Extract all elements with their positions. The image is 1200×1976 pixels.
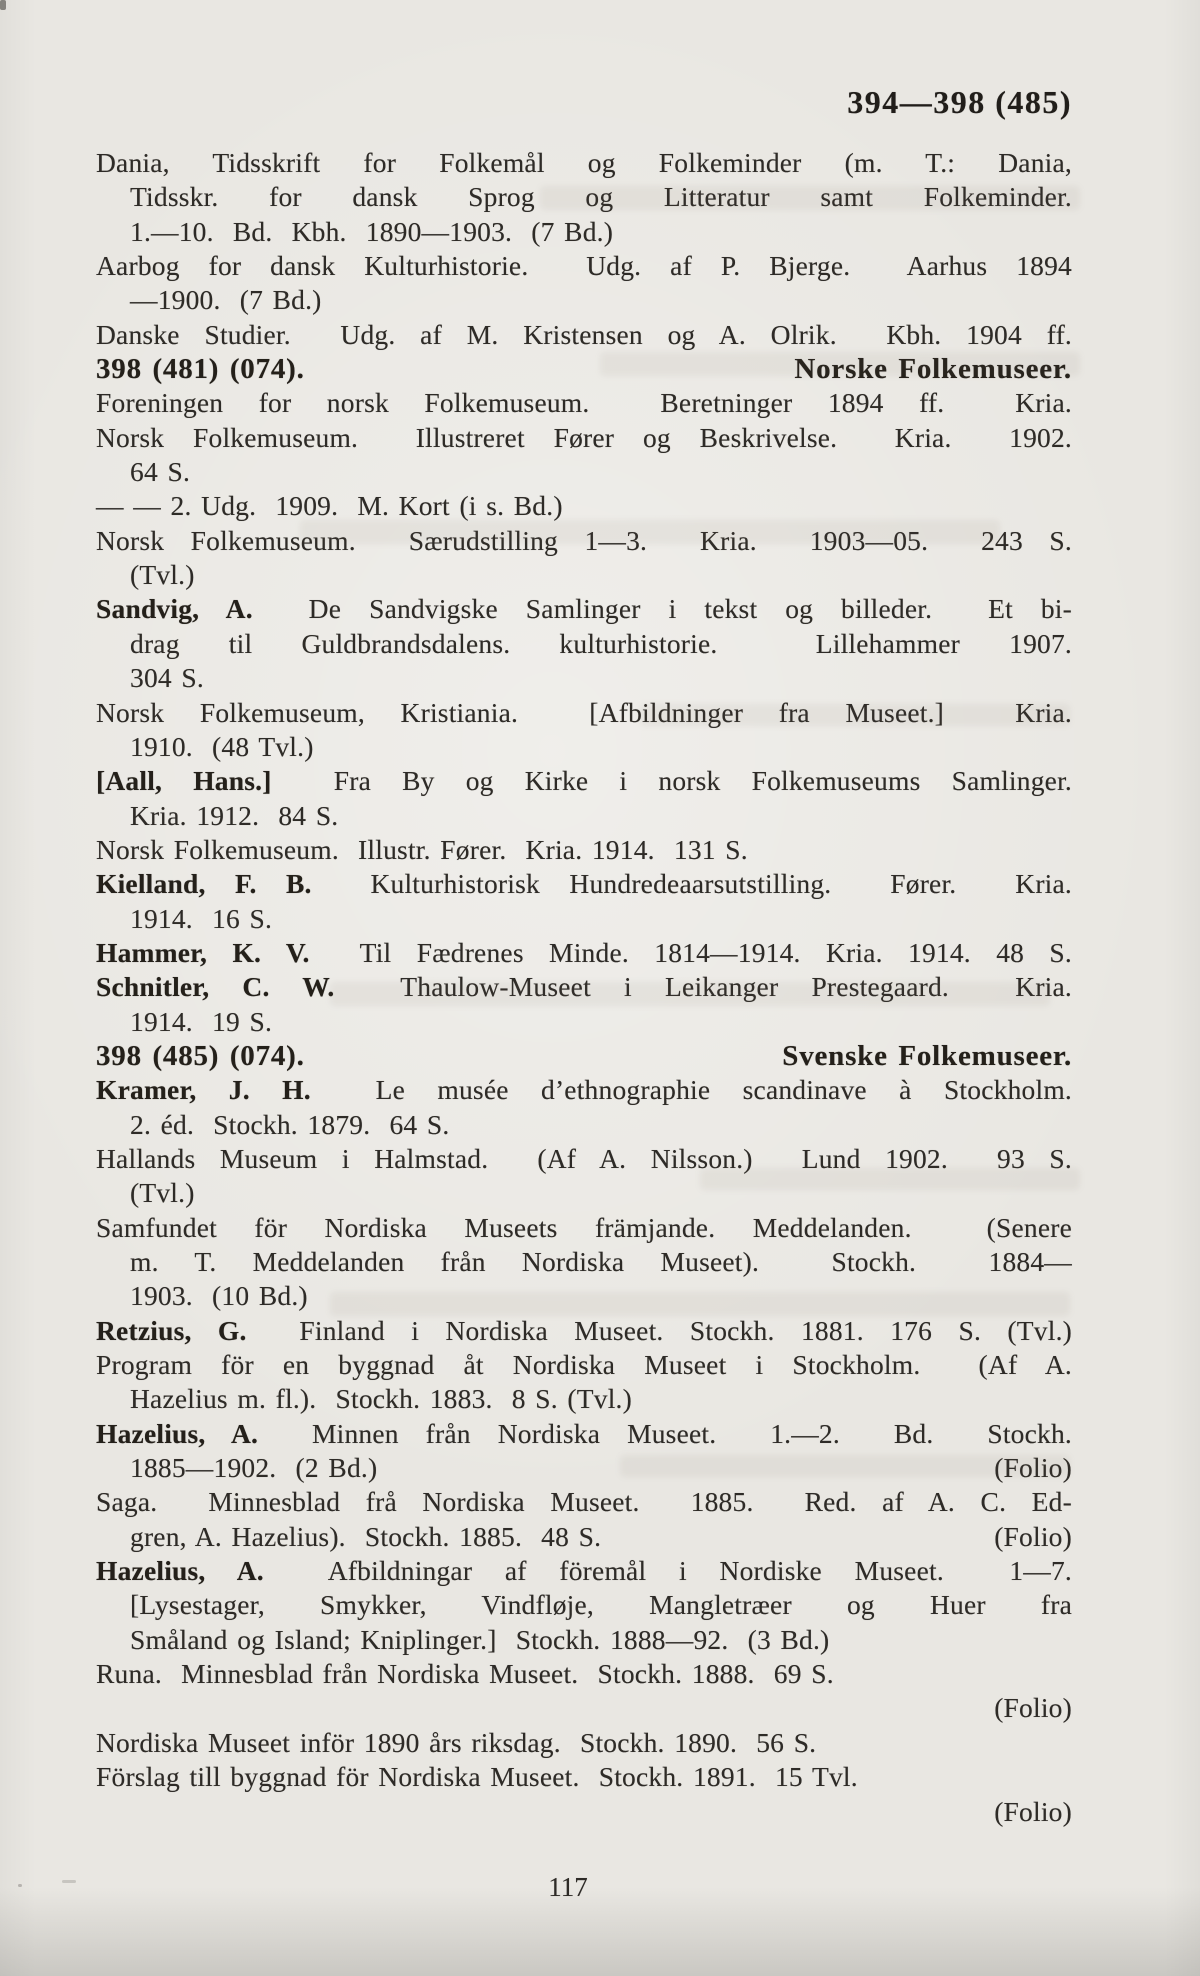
entry-text bbox=[130, 1006, 272, 1037]
entry-text bbox=[130, 800, 338, 831]
entry-line bbox=[96, 455, 1072, 489]
folio-format-note: (Folio) bbox=[994, 1795, 1072, 1827]
entry-text: De Sandvigske Samlinger i tekst og billeder. Et bi- bbox=[252, 593, 1072, 625]
entry-text bbox=[96, 387, 1072, 418]
entry-text: —1900. (7 Bd.) bbox=[130, 284, 322, 316]
folio-format-note: (Folio) bbox=[994, 1452, 1072, 1484]
entry-text bbox=[130, 284, 322, 315]
entry-line bbox=[96, 1657, 1072, 1691]
entry-text: Foreningen for norsk Folkemuseum. Beretninger 1894 ff. Kria. bbox=[96, 387, 1072, 419]
entry-text bbox=[96, 1039, 305, 1073]
author-name: Schnitler, C. W. bbox=[96, 971, 335, 1003]
entry-line bbox=[96, 386, 1072, 420]
folio-format-note: (Folio) bbox=[994, 1692, 1072, 1724]
entry-text bbox=[130, 1109, 450, 1140]
entry-text bbox=[130, 628, 1072, 659]
entry-text bbox=[96, 1555, 1072, 1586]
entry-text bbox=[130, 731, 314, 762]
entry-text: 1903. (10 Bd.) bbox=[130, 1280, 308, 1312]
entry-text bbox=[96, 1761, 858, 1792]
author-name: Hammer, K. V. bbox=[96, 936, 310, 968]
author-name: [Aall, Hans.] bbox=[96, 765, 272, 797]
entry-line bbox=[96, 318, 1072, 352]
entry-line bbox=[96, 1348, 1072, 1382]
author-name: Kielland, F. B. bbox=[96, 868, 312, 900]
entry-line bbox=[96, 558, 1072, 592]
entry-text bbox=[130, 456, 190, 487]
entry-line bbox=[96, 1417, 1072, 1451]
entry-line bbox=[96, 1726, 1072, 1760]
author-name: Retzius, G. bbox=[96, 1314, 247, 1346]
entry-text bbox=[96, 1315, 1072, 1346]
entry-text: Saga. Minnesblad frå Nordiska Museet. 1885. Red. af A. C. Ed- bbox=[96, 1486, 1072, 1518]
author-name: Hazelius, A. bbox=[96, 1417, 259, 1449]
entry-text: Kria. 1912. 84 S. bbox=[130, 799, 339, 831]
paper-speck bbox=[0, 0, 6, 10]
entry-text: Minnen från Nordiska Museet. 1.—2. Bd. Stockh. bbox=[258, 1417, 1072, 1449]
entry-text: Samfundet för Nordiska Museets främjande. Meddelanden. (Senere bbox=[96, 1211, 1072, 1243]
entry-text bbox=[96, 422, 1072, 453]
entry-line bbox=[96, 730, 1072, 764]
entry-line bbox=[96, 902, 1072, 936]
author-name: Kramer, J. H. bbox=[96, 1074, 311, 1106]
entry-text: Afbildningar af föremål i Nordiske Museet. 1—7. bbox=[263, 1555, 1072, 1587]
entry-text: Nordiska Museet inför 1890 års riksdag. Stockh. 1890. 56 S. bbox=[96, 1726, 817, 1758]
entry-text: Til Fædrenes Minde. 1814—1914. Kria. 1914. 48 S. bbox=[309, 936, 1072, 968]
entry-text bbox=[96, 1486, 1072, 1517]
entry-text bbox=[96, 868, 1072, 899]
paper-smudge bbox=[540, 186, 1080, 210]
entry-line bbox=[96, 799, 1072, 833]
entry-line bbox=[96, 1314, 1072, 1348]
section-title: Svenske Folkemuseer. bbox=[782, 1039, 1072, 1072]
entry-text: drag til Guldbrandsdalens. kulturhistorie. Lillehammer 1907. bbox=[130, 627, 1072, 659]
paper-smudge bbox=[640, 704, 1070, 726]
entry-text: Fra By og Kirke i norsk Folkemuseums Samlinger. bbox=[271, 765, 1072, 797]
entry-text: Thaulow-Museet i Leikanger Prestegaard. Kria. bbox=[334, 971, 1073, 1003]
entry-line bbox=[96, 146, 1072, 180]
entry-text: gren, A. Hazelius). Stockh. 1885. 48 S. bbox=[130, 1520, 602, 1552]
entry-line bbox=[96, 1760, 1072, 1794]
entry-line bbox=[96, 627, 1072, 661]
entry-text bbox=[96, 1418, 1072, 1449]
entry-line bbox=[96, 1588, 1072, 1622]
page-number: 117 bbox=[548, 1872, 588, 1902]
entry-text bbox=[96, 834, 748, 865]
entry-line bbox=[96, 1108, 1072, 1142]
entry-text bbox=[96, 1727, 816, 1758]
entry-line bbox=[96, 215, 1072, 249]
paper-smudge bbox=[700, 1168, 1080, 1190]
entry-text: [Lysestager, Smykker, Vindfløje, Mangletræer og Huer fra bbox=[130, 1589, 1072, 1621]
entry-text bbox=[96, 352, 305, 386]
paper-smudge bbox=[330, 1292, 1070, 1316]
entry-line bbox=[96, 489, 1072, 523]
entry-line bbox=[96, 1691, 1072, 1725]
entry-text: Hazelius m. fl.). Stockh. 1883. 8 S. (Tvl.) bbox=[130, 1383, 632, 1415]
entry-text bbox=[130, 1246, 1072, 1277]
entry-text: Dania, Tidsskrift for Folkemål og Folkeminder (m. T.: Dania, bbox=[96, 147, 1072, 178]
entry-line bbox=[96, 936, 1072, 970]
entry-text: 1.—10. Bd. Kbh. 1890—1903. (7 Bd.) bbox=[130, 215, 614, 247]
entry-line bbox=[96, 1554, 1072, 1588]
entry-text: 1914. 19 S. bbox=[130, 1005, 273, 1037]
paper-speck bbox=[62, 1880, 76, 1883]
entry-text: Le musée d’ethnographie scandinave à Stockholm. bbox=[310, 1074, 1072, 1106]
entry-text bbox=[96, 765, 1072, 796]
entry-line bbox=[96, 1795, 1072, 1829]
paper-smudge bbox=[600, 352, 1080, 376]
entry-line bbox=[96, 1005, 1072, 1039]
entry-text: Norsk Folkemuseum. Illustr. Fører. Kria. 1914. 131 S. bbox=[96, 833, 748, 865]
entry-line bbox=[96, 1485, 1072, 1519]
author-name: Hazelius, A. bbox=[96, 1555, 264, 1587]
author-name: 398 (481) (074). bbox=[96, 353, 305, 386]
entry-line bbox=[96, 1520, 1072, 1554]
entry-line bbox=[96, 661, 1072, 695]
entry-text bbox=[130, 216, 613, 247]
entry-text: 1914. 16 S. bbox=[130, 902, 273, 934]
entry-text bbox=[96, 319, 1072, 350]
entry-text bbox=[130, 1177, 195, 1208]
author-name: Sandvig, A. bbox=[96, 593, 253, 625]
entry-line bbox=[96, 1211, 1072, 1245]
entry-text bbox=[96, 593, 1072, 624]
section-heading-line bbox=[96, 1039, 1072, 1073]
entry-line bbox=[96, 1073, 1072, 1107]
entry-text bbox=[130, 662, 204, 693]
paper-smudge bbox=[300, 520, 1000, 544]
entry-text: Program för en byggnad åt Nordiska Museet i Stockholm. (Af A. bbox=[96, 1349, 1072, 1381]
entry-text bbox=[130, 1589, 1072, 1620]
entry-line bbox=[96, 867, 1072, 901]
entry-text: 304 S. bbox=[130, 662, 204, 694]
entry-text: — — 2. Udg. 1909. M. Kort (i s. Bd.) bbox=[96, 490, 563, 522]
entry-text: Finland i Nordiska Museet. Stockh. 1881. 176 S. (Tvl.) bbox=[246, 1314, 1072, 1346]
author-name: 398 (485) (074). bbox=[96, 1039, 305, 1072]
entry-text: 64 S. bbox=[130, 456, 191, 488]
entry-text: Norsk Folkemuseum. Særudstilling 1—3. Kria. 1903—05. 243 S. bbox=[96, 524, 1072, 556]
entry-text: Småland og Island; Kniplinger.] Stockh. 1888—92. (3 Bd.) bbox=[130, 1623, 830, 1655]
folio-format-note: (Folio) bbox=[994, 1520, 1072, 1552]
paper-smudge bbox=[330, 982, 1050, 1006]
entry-line bbox=[96, 249, 1072, 283]
entry-text bbox=[130, 1383, 632, 1414]
entry-line bbox=[96, 421, 1072, 455]
entry-text bbox=[130, 1520, 601, 1554]
entry-line bbox=[96, 283, 1072, 317]
entry-text: m. T. Meddelanden från Nordiska Museet). Stockh. 1884— bbox=[130, 1246, 1072, 1277]
entry-text bbox=[96, 490, 563, 521]
entry-text bbox=[130, 559, 195, 590]
entry-text bbox=[130, 1451, 377, 1485]
entry-text: 1885—1902. (2 Bd.) bbox=[130, 1452, 378, 1484]
page-header-range: 394—398 (485) bbox=[847, 84, 1072, 120]
entry-text bbox=[96, 147, 1072, 178]
entry-text: Aarbog for dansk Kulturhistorie. Udg. af P. Bjerge. Aarhus 1894 bbox=[96, 250, 1072, 282]
entry-text bbox=[96, 250, 1072, 281]
entry-text: Kulturhistorisk Hundredeaarsutstilling. Fører. Kria. bbox=[311, 868, 1072, 900]
section-title: Norske Folkemuseer. bbox=[794, 353, 1072, 386]
entry-text bbox=[130, 1624, 829, 1655]
entry-text: (Tvl.) bbox=[130, 1177, 195, 1209]
entry-line bbox=[96, 833, 1072, 867]
entry-text: Danske Studier. Udg. af M. Kristensen og A. Olrik. Kbh. 1904 ff. bbox=[96, 318, 1072, 350]
entry-text: Förslag till byggnad för Nordiska Museet. Stockh. 1891. 15 Tvl. bbox=[96, 1761, 858, 1793]
entry-text: Hallands Museum i Halmstad. (Af A. Nilsson.) Lund 1902. 93 S. bbox=[96, 1142, 1072, 1174]
entry-text: Runa. Minnesblad från Nordiska Museet. Stockh. 1888. 69 S. bbox=[96, 1658, 834, 1690]
entry-text bbox=[96, 937, 1072, 968]
entry-text: Tidsskr. for dansk Sprog og Litteratur samt Folkeminder. bbox=[130, 181, 1072, 213]
entry-text bbox=[96, 1349, 1072, 1380]
entry-text: 2. éd. Stockh. 1879. 64 S. bbox=[130, 1108, 450, 1140]
entry-text bbox=[96, 1074, 1072, 1105]
entry-line bbox=[96, 1623, 1072, 1657]
entry-text: (Tvl.) bbox=[130, 559, 195, 591]
entry-text bbox=[130, 903, 272, 934]
entry-line bbox=[96, 764, 1072, 798]
entry-text: 1910. (48 Tvl.) bbox=[130, 730, 314, 762]
paper-smudge bbox=[620, 1455, 1070, 1477]
entry-text bbox=[96, 1658, 834, 1689]
entry-text bbox=[130, 1280, 308, 1311]
entry-line bbox=[96, 592, 1072, 626]
entry-text: Norsk Folkemuseum. Illustreret Fører og Beskrivelse. Kria. 1902. bbox=[96, 421, 1072, 453]
entry-line bbox=[96, 1382, 1072, 1416]
paper-speck bbox=[18, 1884, 22, 1887]
entry-line bbox=[96, 1245, 1072, 1279]
entry-text bbox=[96, 1212, 1072, 1243]
entry-text: Norsk Folkemuseum, Kristiania. [Afbildninger fra Museet.] Kria. bbox=[96, 696, 1072, 728]
